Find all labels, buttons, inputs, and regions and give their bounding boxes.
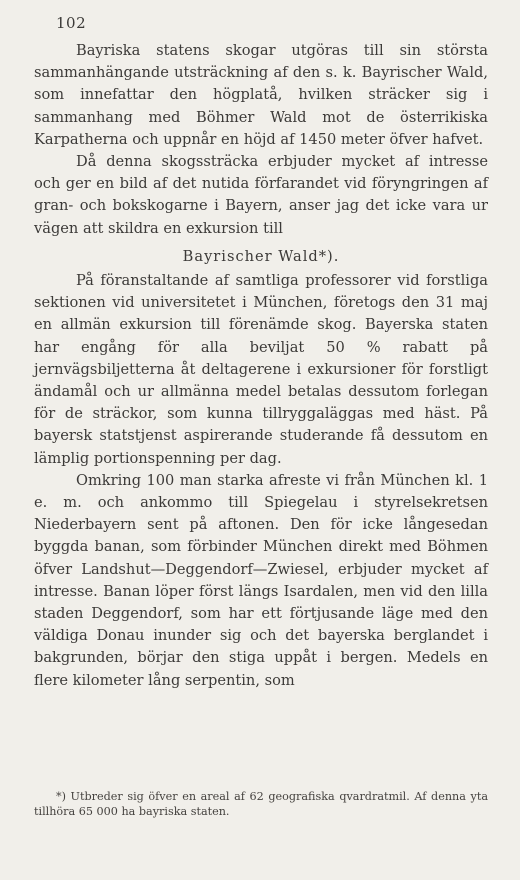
paragraph-1: Bayriska statens skogar utgöras till sin största sammanhängande utsträckning af den s. k. Bayrischer Wald, som innefattar den högplatå, hvilken sträcker sig i sammanhang med Böhmer Wald mot de österrikiska Karpatherna och uppnår en höjd af 1450 meter öfver hafvet. [34,42,488,148]
section-heading: Bayrischer Wald*). [182,247,340,265]
page-number: 102 [56,14,87,32]
paragraph-4: Omkring 100 man starka afreste vi från München kl. 1 e. m. och ankommo till Spiegelau i styrelsekretsen Niederbayern sent på aftonen. Den för icke långesedan byggda banan, som förbinder München direkt med Böhmen öfver Landshut—Deggendorf—Zwiesel, erbjuder mycket af intresse. Banan löper först längs Isardalen, men vid den lilla staden Deggendorf, som har ett förtjusande läge med den väldiga Donau inunder sig och det bayerska berglandet i bakgrunden, börjar den stiga uppåt i bergen. Medels en flere kilometer lång serpentin, som [34,471,488,689]
paragraph-3: På föranstaltande af samtliga professorer vid forstliga sektionen vid universitetet i München, företogs den 31 maj en allmän exkursion till förenämde skog. Bayerska staten har engång för alla beviljat 50 % rabatt på jernvägsbiljetterna åt deltagerene i exkursioner för forstligt ändamål och ur allmänna medel betalas dessutom forlegan för de sträckor, som kunna tillryggaläggas med häst. På bayersk statstjenst aspirerande studerande få dessutom en lämplig portionspenning per dag. [34,272,488,467]
paragraph-2: Då denna skogssträcka erbjuder mycket af intresse och ger en bild af det nutida förfarandet vid föryngringen af gran- och bokskogarne i Bayern, anser jag det icke vara ur vägen att skildra en exkursion till [34,153,488,237]
footnote: *) Utbreder sig öfver en areal af 62 geografiska qvardratmil. Af denna yta tillhöra 65 000 ha bayriska staten. [34,790,488,818]
body-text [34,40,488,692]
